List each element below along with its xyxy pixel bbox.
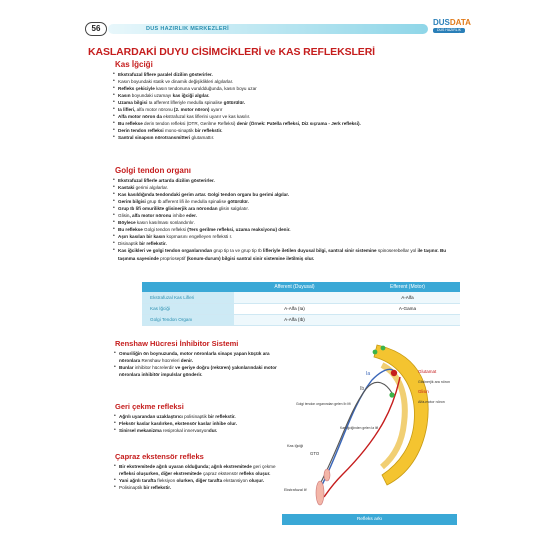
list-item: [118, 85, 463, 92]
bullet-bold-text: (konum-durum) bilgisi santral sinir sistemine iletilmiş olur.: [185, 255, 315, 261]
bullet-bold-text: Ekstrafuzal liflere paralel dizilim gösterirler.: [118, 72, 213, 77]
bullet-bold-text: lifleriyle iletilen duyusal bilgi, santral sinir sistemine: [261, 248, 378, 254]
glisinerjik-neuron: [389, 392, 394, 397]
bullet-bold-text: ve geriye doğru (reküren) yakınlarındaki motor nöronlara inhibitör impulslar gönderir.: [119, 365, 277, 378]
label-glisin: Glisin: [418, 389, 429, 394]
bullet-bold-text: Grup Ib lifi omurilikte glisinerjik ara nörondan: [118, 206, 219, 212]
bullet-text: Ia afferent lifleriyle medulla spinalise: [148, 100, 223, 106]
bullet-bold-text: refleksi oluşurken, diğer ekstremitede: [119, 471, 203, 477]
bullet-text: fleksiyon: [157, 478, 176, 484]
label-ekstrafuzal: Ekstrafuzal lif: [284, 488, 307, 492]
row-label: Kas İğciği: [142, 303, 234, 314]
header-bar: DUS HAZIRLIK MERKEZLERİ: [108, 24, 428, 34]
list-item: [118, 219, 463, 226]
bullet-text: Golgi tendon refleksi: [144, 227, 186, 233]
list-item: [119, 420, 279, 427]
bullet-text: Glisin: [118, 213, 130, 219]
bullet-text: polisinaptik: [184, 414, 207, 419]
heading-renshaw: Renshaw Hücresi İnhibitor Sistemi: [115, 339, 239, 348]
bullet-text: boyundaki uzamayı: [131, 93, 172, 99]
bullet-text: gerimi algılarlar.: [135, 185, 169, 191]
list-item: [118, 184, 463, 191]
bullet-text: glutamattır.: [191, 135, 215, 141]
bullet-text: ekstansiyon: [223, 478, 248, 484]
bullet-bold-text: ile taşınır. Bu taşınma sayesinde: [118, 248, 447, 261]
bullet-text: inhibitor hücrelerdir: [134, 365, 174, 371]
bullet-bold-text: Bir ekstremitede ağrılı uyaran olduğunda; ağrılı ekstremitede: [119, 464, 254, 469]
bullet-bold-text: dur.: [208, 428, 218, 434]
logo-sub: DUS HAZIRLIK MERKEZLERİ: [433, 28, 465, 33]
list-item: [118, 113, 463, 120]
bullet-text: mono-sinaptik: [164, 128, 194, 134]
list-item: [118, 205, 463, 212]
golgi-list: [118, 177, 463, 262]
glutamat-marker-2: [381, 346, 386, 351]
list-item: [118, 106, 463, 113]
bullet-bold-text: bir reflekstir.: [193, 128, 223, 134]
muscle-shape: [316, 481, 324, 505]
cell-afferent: [234, 292, 355, 303]
cell-efferent: A-Alfa: [355, 292, 460, 303]
bullet-bold-text: Bu refleksе: [118, 227, 145, 233]
list-item: [118, 134, 463, 141]
bullet-bold-text: bir reflekstir.: [137, 241, 167, 247]
list-item: [119, 463, 279, 477]
bullet-bold-text: Kas kasıldığında tendondaki gerim artar. Golgi tendon organı bu gerimi algılar.: [118, 192, 290, 198]
bullet-text: geri çekme: [253, 464, 276, 469]
list-item: [118, 240, 463, 247]
bullet-text: uyarır: [210, 107, 223, 113]
bullet-bold-text: denir.: [179, 358, 194, 364]
list-item: [118, 233, 463, 240]
bullet-bold-text: Bu refleksе: [118, 121, 145, 127]
bullet-bold-text: eder.: [184, 213, 197, 219]
th-efferent: Efferent (Motor): [355, 282, 460, 292]
bullet-text: alfa motor nöronu: [136, 107, 173, 113]
list-item: [118, 71, 463, 78]
list-item: [118, 198, 463, 205]
capraz-list: [119, 463, 279, 491]
bullet-text: proprioseptif: [160, 255, 186, 261]
bullet-bold-text: Derin tendon refleksi: [118, 128, 165, 134]
bullet-text: kasın kasılması sonlandırılır.: [136, 220, 195, 226]
list-item: [118, 212, 463, 219]
list-item: [118, 226, 463, 233]
bullet-bold-text: , alfa motor nöronu: [129, 213, 173, 219]
bullet-text: Disinaptik: [118, 241, 138, 247]
row-label: Golgi Tendon Organı: [142, 314, 234, 325]
cell-afferent: A-Alfa (Ib): [234, 314, 355, 325]
bullet-bold-text: Gerim bilgisi: [118, 199, 148, 205]
bullet-bold-text: Bunlar: [119, 365, 135, 371]
label-ia: Ia: [366, 371, 371, 377]
kas-igcigi-list: [118, 71, 463, 141]
list-item: [118, 99, 463, 106]
renshaw-list: [119, 350, 279, 378]
th-afferent: Afferent (Duyusal): [234, 282, 355, 292]
label-glisinerjik: Glisinerjik ara nöron: [418, 380, 450, 384]
bullet-text: çapraz ekstensör: [203, 471, 238, 477]
label-glutamat: Glutamat: [418, 369, 437, 374]
bullet-text: ekstrafuzal kas liflerini uyarır ve kas kasılır.: [163, 114, 251, 120]
bullet-text: inhibe: [172, 213, 185, 219]
gto-shape: [324, 469, 330, 481]
cell-afferent: A-Alfa (Ia): [234, 303, 355, 314]
bullet-bold-text: bir reflekstir.: [142, 485, 172, 491]
bullet-bold-text: Refleks çekiciyle: [118, 86, 157, 92]
list-item: [118, 92, 463, 99]
heading-geri-cekme: Geri çekme refleksi: [115, 402, 184, 411]
list-item: [118, 247, 463, 261]
list-item: [119, 350, 279, 364]
table-row: [142, 303, 460, 314]
list-item: [119, 413, 279, 420]
diagram-caption: Refleks arkı: [282, 514, 457, 525]
table-row: [142, 292, 460, 303]
label-kas-igcigi-lifi: Kas iğciğinden gelen Ia lifi: [340, 426, 379, 430]
logo-main: DUSDATA: [433, 18, 471, 27]
bullet-bold-text: Yani ağrılı tarafta: [119, 478, 158, 484]
fiber-table: [142, 282, 460, 326]
bullet-text: resiprokal innervasyon: [162, 428, 209, 434]
glutamat-marker: [373, 350, 378, 355]
bullet-text: kasın tendonuna vuruldduğunda, kasın boyu uzar: [156, 86, 257, 92]
label-alfa-motor: Alfa-motor nöron: [418, 400, 445, 404]
bullet-bold-text: Ia lifleri,: [118, 107, 137, 113]
bullet-bold-text: Kastaki: [118, 185, 136, 191]
bullet-bold-text: Fleksör kaslar kasılırken, ekstensör kaslar inhibe olur.: [119, 421, 237, 427]
bullet-bold-text: götürülür.: [222, 100, 246, 106]
bullet-bold-text: (Ters gerilme refleksi, uzama reaksiyonu) denir.: [185, 227, 291, 233]
row-label: Ekstrafuzal Kas Lifleri: [142, 292, 234, 303]
bullet-text: grup Ib afferent lifi ile medulla spinalise: [147, 199, 227, 205]
list-item: [119, 484, 279, 491]
bullet-bold-text: refleks oluşur.: [237, 471, 271, 477]
bullet-bold-text: denir (Örnek: Patella refleksi, Diz sıçrama - Jerk refleksi).: [235, 121, 361, 127]
list-item: [118, 177, 463, 184]
bullet-bold-text: oluşur.: [247, 478, 265, 484]
bullet-bold-text: Böylece: [118, 220, 137, 226]
label-golgi-organ: Golgi tendon organından gelen Ib lifi: [296, 402, 351, 406]
heading-kas-igcigi: Kas İğciği: [115, 60, 153, 69]
heading-capraz: Çapraz ekstensör refleks: [115, 452, 204, 461]
bullet-bold-text: Omuriliğin ön boynuzunda, motor nöronlarla sinaps yapan küçük ara nöronlara: [119, 351, 270, 364]
bullet-bold-text: Santral sinapsın nörotransmitteri: [118, 135, 192, 141]
bullet-text: glisin salgılatır.: [218, 206, 249, 212]
list-item: [118, 191, 463, 198]
bullet-bold-text: Ekstrafuzal liflerle artarda dizilim gösterirler.: [118, 178, 215, 183]
table-row: [142, 314, 460, 325]
list-item: [118, 127, 463, 134]
heading-golgi: Golgi tendon organı: [115, 166, 191, 175]
page-title: KASLARDAKİ DUYU CİSİMCİKLERİ ve KAS REFLEKSLERİ: [88, 46, 375, 58]
list-item: [119, 427, 279, 434]
bullet-text: Kasın boyundaki statik ve dinamik değişiklikleri: [118, 79, 214, 85]
bullet-bold-text: (2. motor nöron): [172, 107, 211, 113]
label-kas-igcigi: Kas iğciği: [287, 444, 304, 448]
bullet-text: Polisinaptik: [119, 485, 143, 491]
bullet-bold-text: Ağrılı uyarandan uzaklaştırıcı: [119, 414, 185, 419]
list-item: [118, 78, 463, 85]
alfa-motor-neuron: [391, 370, 397, 376]
reflex-arc-diagram: [282, 335, 457, 510]
bullet-bold-text: Uzama bilgisi: [118, 100, 149, 106]
bullet-bold-text: olurken, diğer tarafta: [175, 478, 224, 484]
table-corner: [142, 282, 234, 292]
bullet-bold-text: Aşırı kasılan bir kasın: [118, 234, 167, 240]
cell-efferent: A-Gama: [355, 303, 460, 314]
page-number: 56: [85, 22, 107, 36]
bullet-bold-text: Kas iğcikleri ve golgi tendon organlarından: [118, 248, 214, 254]
label-gto: GTO: [310, 451, 320, 456]
list-item: [119, 477, 279, 484]
bullet-bold-text: kas iğciği algılar.: [171, 93, 210, 99]
gray-matter-shape: [382, 365, 405, 467]
bullet-bold-text: Kasın: [118, 93, 132, 99]
bullet-text: derin tendon refleksi (DTR, Gerilme Refleksi): [144, 121, 236, 127]
dusdata-logo: [433, 18, 471, 42]
bullet-bold-text: Alfa motor nöron da: [118, 114, 164, 120]
bullet-bold-text: götürülür.: [226, 199, 249, 205]
geri-cekme-list: [119, 413, 279, 434]
label-ib: Ib: [360, 386, 365, 392]
bullet-text: algılarlar.: [213, 79, 234, 85]
list-item: [119, 364, 279, 378]
bullet-text: Renshaw hücreleri: [141, 358, 180, 364]
cell-efferent: [355, 314, 460, 325]
bullet-text: grup tip Ia ve grup tip Ib: [213, 248, 262, 254]
bullet-text: kopmasını engelleyen refleksti r.: [166, 234, 233, 240]
bullet-text: spinoserebellar yol: [377, 248, 417, 254]
bullet-bold-text: bir reflekstir.: [206, 414, 236, 419]
list-item: [118, 120, 463, 127]
bullet-bold-text: Sinirsel mekanizma: [119, 428, 163, 434]
